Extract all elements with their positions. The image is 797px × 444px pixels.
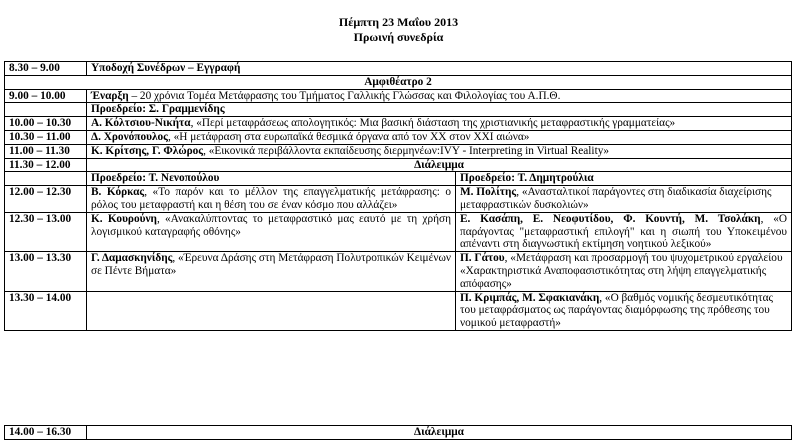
page-date: Πέμπτη 23 Μαΐου 2013: [338, 15, 459, 29]
time-cell: 12.00 – 12.30: [5, 186, 87, 213]
registration-cell: Υποδοχή Συνέδρων – Εγγραφή: [87, 62, 792, 76]
empty-time-cell: [5, 103, 87, 117]
table-row: [5, 117, 792, 131]
session-title: Πρωινή συνεδρία: [353, 30, 444, 44]
table-row: [5, 75, 792, 89]
speaker-name: Γ. Δαμασκηνίδης: [91, 252, 173, 265]
time-cell: 11.30 – 12.00: [5, 158, 87, 172]
speaker-name: Κ. Κουρούνη: [91, 212, 157, 225]
speaker-name: Π. Γάτου: [460, 252, 505, 265]
talk-cell-left: [87, 291, 456, 330]
speaker-name: Β. Κόρκας: [91, 186, 145, 199]
speaker-name: Α. Κόλτσιου-Νικήτα: [91, 117, 191, 130]
time-cell: 14.00 – 16.30: [5, 426, 87, 440]
speaker-name: Μ. Πολίτης: [460, 186, 517, 199]
talk-cell-left: [87, 212, 456, 251]
talk-cell-right: [456, 291, 792, 330]
speaker-name: Π. Κριμπάς, Μ. Σφακιανάκη: [460, 291, 600, 304]
talk-cell: [87, 144, 792, 158]
speaker-name: Κ. Κρίτσης, Γ. Φλώρος: [91, 144, 204, 157]
talk-cell: [87, 117, 792, 131]
talk-title: , «Περί μεταφράσεως απολογητικός: Μια βασική διάσταση της χριστιανικής μεταφραστικής γραμματείας»: [190, 117, 676, 130]
time-cell: 13.00 – 13.30: [5, 252, 87, 291]
opening-cell: [87, 89, 792, 103]
table-row: [5, 426, 792, 440]
time-cell: 13.30 – 14.00: [5, 291, 87, 330]
talk-title: , «Μετάφραση και προσαρμογή του ψυχομετρικού εργαλείου «Χαρακτηριστικά Αναποφασιστικότητας στη λήψη επαγγελματικής απόφασης»: [460, 252, 783, 290]
table-row: [5, 89, 792, 103]
talk-cell: [87, 130, 792, 144]
speaker-name: Δ. Χρονόπουλος: [91, 130, 168, 143]
time-cell: 10.00 – 10.30: [5, 117, 87, 131]
talk-cell-right: [456, 212, 792, 251]
talk-title: , «Ο παράγοντας "μεταφραστική επιλογή" και η σιωπή του Υποκειμένου απέναντι στη διαγνωστική εκτίμηση νοητικού λεξικού»: [460, 212, 788, 251]
chair-cell: Προεδρείο: Σ. Γραμμενίδης: [87, 103, 792, 117]
chair-right: Προεδρείο: Τ. Δημητρούλια: [456, 172, 792, 186]
time-cell: 11.00 – 11.30: [5, 144, 87, 158]
chair-left: Προεδρείο: Τ. Νενοπούλου: [87, 172, 456, 186]
table-row: [5, 291, 792, 330]
opening-label: Έναρξη: [91, 89, 129, 102]
table-row: [5, 252, 792, 291]
time-cell: 12.30 – 13.00: [5, 212, 87, 251]
time-cell: 9.00 – 10.00: [5, 89, 87, 103]
break-cell: Διάλειμμα: [87, 158, 792, 172]
time-cell: 10.30 – 11.00: [5, 130, 87, 144]
talk-title: , «Ο βαθμός νομικής δεσμευτικότητας του μεταφράσματος ως παράγοντας διαμόρφωσης της πρόθεσης του νομικού μεταφραστή»: [460, 291, 773, 330]
opening-text: – 20 χρόνια Τομέα Μετάφρασης του Τμήματος Γαλλικής Γλώσσας και Φιλολογίας του Α.Π.Θ.: [128, 89, 561, 102]
time-cell: 8.30 – 9.00: [5, 62, 87, 76]
venue-hall: Αμφιθέατρο 2: [5, 75, 792, 89]
table-row: [5, 62, 792, 76]
table-row: [5, 158, 792, 172]
talk-title: , «Ανασταλτικοί παράγοντες στη διαδικασία διαχείρισης μεταφραστικών δυσκολιών»: [460, 186, 772, 211]
schedule-table: [4, 61, 792, 331]
table-row: [5, 144, 792, 158]
table-row: [5, 130, 792, 144]
talk-title: , «Ανακαλύπτοντας το μεταφραστικό μας εαυτό με τη χρήση λογισμικού καταγραφής οθόνης»: [91, 212, 451, 238]
talk-title: , «Η μετάφραση στα ευρωπαϊκά θεσμικά όργανα από τον ΧΧ στον ΧΧΙ αιώνα»: [167, 130, 530, 143]
talk-cell-left: [87, 252, 456, 291]
empty-time-cell: [5, 172, 87, 186]
talk-title: , «Έρευνα Δράσης στη Μετάφραση Πολυτροπικών Κειμένων σε Πέντε Βήματα»: [91, 252, 451, 277]
table-row: [5, 186, 792, 213]
afternoon-break-table: [4, 425, 792, 440]
table-row: [5, 212, 792, 251]
talk-cell-left: [87, 186, 456, 213]
table-row: [5, 172, 792, 186]
talk-cell-right: [456, 186, 792, 213]
speaker-name: Ε. Κασάπη, Ε. Νεοφυτίδου, Φ. Κουντή, Μ. Τσολάκη: [460, 212, 761, 225]
table-row: [5, 103, 792, 117]
talk-cell-right: [456, 252, 792, 291]
talk-title: , «Εικονικά περιβάλλοντα εκπαίδευσης διερμηνέων:IVY - Interpreting in Virtual Reality»: [203, 144, 609, 157]
talk-title: , «Το παρόν και το μέλλον της επαγγελματικής μετάφρασης: ο ρόλος του μεταφραστή και η θέση του σε έναν κόσμο που αλλάζει»: [91, 186, 452, 211]
break-cell: Διάλειμμα: [87, 426, 792, 440]
